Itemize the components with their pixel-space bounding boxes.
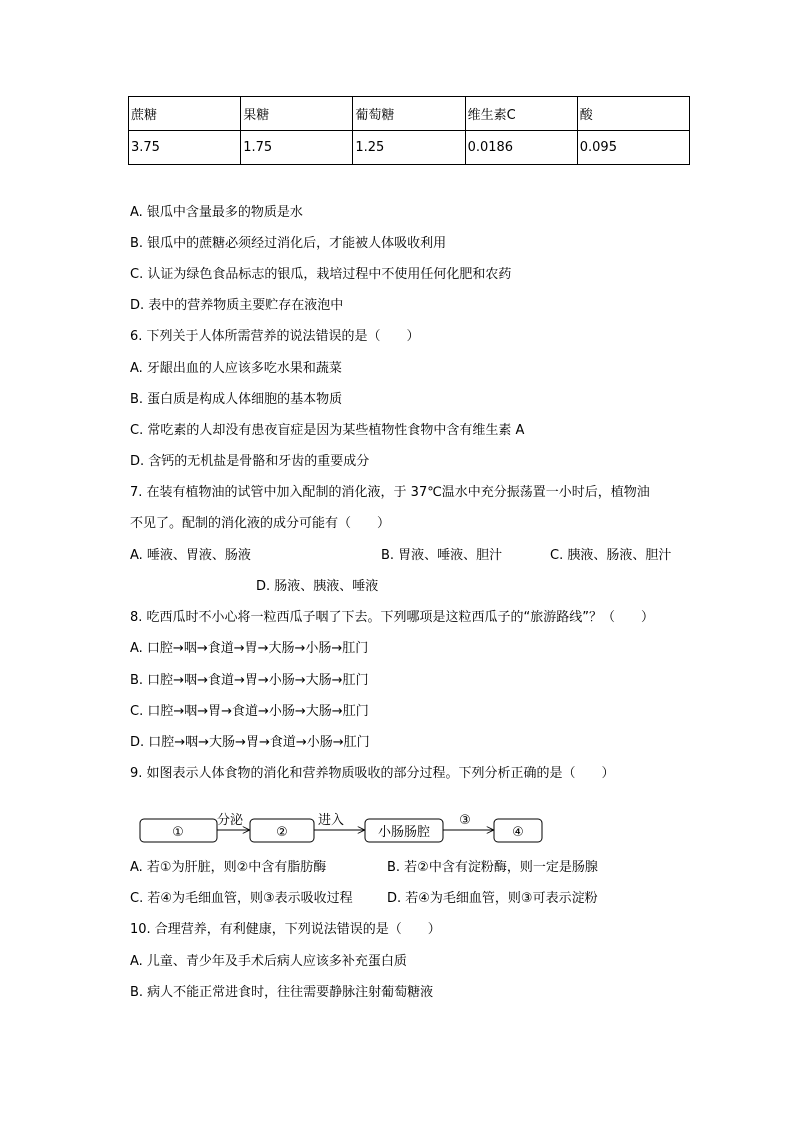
- flow-box-4-label: ④: [512, 825, 524, 840]
- flow-box-3-label: 小肠肠腔: [377, 825, 431, 840]
- q7-option-d: D. 肠液、胰液、唾液: [256, 579, 379, 594]
- q5-option-a: A. 银瓜中含量最多的物质是水: [130, 205, 303, 220]
- q7-option-b: B. 胃液、唾液、胆汁: [381, 548, 503, 563]
- table-header-cell: 蔗糖: [129, 97, 241, 131]
- flow-box-2-label: ②: [276, 825, 288, 840]
- q5-option-b: B. 银瓜中的蔗糖必须经过消化后，才能被人体吸收利用: [130, 236, 447, 251]
- flow-box-3: [365, 819, 443, 842]
- table-header-cell: 酸: [577, 97, 689, 131]
- flow-box-4: [494, 819, 542, 842]
- q7-option-a: A. 唾液、胃液、肠液: [130, 548, 251, 563]
- q7-stem-line2: 不见了。配制的消化液的成分可能有（ ）: [130, 516, 391, 531]
- q9-option-d: D. 若④为毛细血管，则③可表示淀粉: [387, 891, 598, 906]
- table-cell: 0.0186: [465, 131, 577, 165]
- table-header-cell: 维生素C: [465, 97, 577, 131]
- q8-option-a: A. 口腔→咽→食道→胃→大肠→小肠→肛门: [130, 641, 369, 656]
- q7-option-c: C. 胰液、肠液、胆汁: [550, 548, 672, 563]
- table-header-cell: 果糖: [241, 97, 353, 131]
- q6-stem: 6. 下列关于人体所需营养的说法错误的是（ ）: [130, 329, 420, 344]
- q8-option-b: B. 口腔→咽→食道→胃→小肠→大肠→肛门: [130, 673, 369, 688]
- q8-stem: 8. 吃西瓜时不小心将一粒西瓜子咽了下去。下列哪项是这粒西瓜子的“旅游路线”？（ ）: [130, 610, 655, 625]
- q10-option-a: A. 儿童、青少年及手术后病人应该多补充蛋白质: [130, 954, 407, 969]
- table-header-cell: 葡萄糖: [353, 97, 465, 131]
- nutrition-table: [128, 96, 690, 165]
- flow-box-2: [250, 819, 314, 842]
- q6-option-d: D. 含钙的无机盐是骨骼和牙齿的重要成分: [130, 454, 370, 469]
- flow-arrow-2-label: 进入: [318, 813, 345, 828]
- table-cell: 0.095: [577, 131, 689, 165]
- q6-option-c: C. 常吃素的人却没有患夜盲症是因为某些植物性食物中含有维生素 A: [130, 423, 525, 438]
- digestion-flow-diagram: [137, 805, 547, 845]
- q6-option-a: A. 牙龈出血的人应该多吃水果和蔬菜: [130, 361, 342, 376]
- q9-option-a: A. 若①为肝脏，则②中含有脂肪酶: [130, 860, 327, 875]
- flow-box-1: [140, 819, 217, 842]
- q5-option-d: D. 表中的营养物质主要贮存在液泡中: [130, 298, 344, 313]
- table-header-row: [129, 97, 690, 131]
- table-cell: 3.75: [129, 131, 241, 165]
- table-row: [129, 131, 690, 165]
- flow-arrow-1-label: 分泌: [217, 813, 244, 828]
- q8-option-d: D. 口腔→咽→大肠→胃→食道→小肠→肛门: [130, 735, 370, 750]
- table-cell: 1.25: [353, 131, 465, 165]
- q9-stem: 9. 如图表示人体食物的消化和营养物质吸收的部分过程。下列分析正确的是（ ）: [130, 766, 615, 781]
- q6-option-b: B. 蛋白质是构成人体细胞的基本物质: [130, 392, 343, 407]
- q9-option-b: B. 若②中含有淀粉酶，则一定是肠腺: [387, 860, 598, 875]
- flow-arrow-3-label: ③: [459, 813, 471, 828]
- q10-option-b: B. 病人不能正常进食时，往往需要静脉注射葡萄糖液: [130, 985, 434, 1000]
- q9-option-c: C. 若④为毛细血管，则③表示吸收过程: [130, 891, 353, 906]
- flow-box-1-label: ①: [172, 825, 184, 840]
- q5-option-c: C. 认证为绿色食品标志的银瓜，栽培过程中不使用任何化肥和农药: [130, 267, 512, 282]
- q10-stem: 10. 合理营养，有利健康，下列说法错误的是（ ）: [130, 922, 441, 937]
- q7-stem-line1: 7. 在装有植物油的试管中加入配制的消化液，于 37℃温水中充分振荡置一小时后，植物油: [130, 485, 650, 500]
- q8-option-c: C. 口腔→咽→胃→食道→小肠→大肠→肛门: [130, 704, 369, 719]
- table-cell: 1.75: [241, 131, 353, 165]
